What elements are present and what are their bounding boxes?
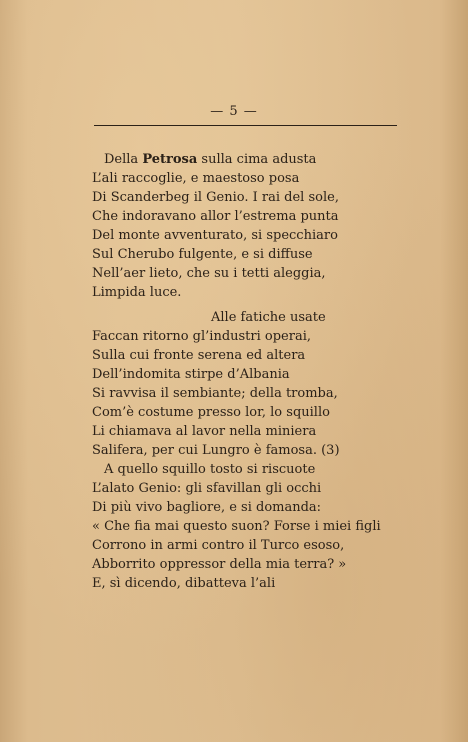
poem-line: L’alato Genio: gli sfavillan gli occhi <box>92 481 322 496</box>
poem-line: Si ravvisa il sembiante; della tromba, <box>92 386 338 401</box>
poem-line: Salifera, per cui Lungro è famosa. (3) <box>92 443 340 458</box>
poem-line-part: Della <box>104 152 143 167</box>
poem-line: Dell’indomita stirpe d’Albania <box>92 367 290 382</box>
poem-line: Sul Cherubo fulgente, e si diffuse <box>92 247 313 262</box>
poem-line: Di Scanderbeg il Genio. I rai del sole, <box>92 190 339 205</box>
poem-line: A quello squillo tosto si riscuote <box>104 462 316 477</box>
poem-line: E, sì dicendo, dibatteva l’ali <box>92 576 276 591</box>
poem-line: Com’è costume presso lor, lo squillo <box>92 405 330 420</box>
poem-line: Nell’aer lieto, che su i tetti aleggia, <box>92 266 326 281</box>
poem-line: L’ali raccoglie, e maestoso posa <box>92 171 300 186</box>
poem-line: Li chiamava al lavor nella miniera <box>92 424 317 439</box>
place-name-bold: Petrosa <box>142 152 198 167</box>
poem-line: Faccan ritorno gl’industri operai, <box>92 329 312 344</box>
poem-line: Corrono in armi contro il Turco esoso, <box>92 538 345 553</box>
header-rule <box>94 125 397 126</box>
poem-line: Abborrito oppressor della mia terra? » <box>92 557 347 572</box>
poem-line: Alle fatiche usate <box>211 310 326 325</box>
poem-line: Di più vivo bagliore, e si domanda: <box>92 500 322 515</box>
poem-line-part: sulla cima adusta <box>197 152 317 167</box>
poem-line: Del monte avventurato, si specchiaro <box>92 228 338 243</box>
page-number: — 5 — <box>210 104 258 119</box>
poem-line: Limpida luce. <box>92 285 182 300</box>
poem-line <box>104 150 316 169</box>
poem-line: Che indoravano allor l’estrema punta <box>92 209 339 224</box>
poem-line: Sulla cui fronte serena ed altera <box>92 348 306 363</box>
poem-line: « Che fia mai questo suon? Forse i miei figli <box>92 519 381 534</box>
